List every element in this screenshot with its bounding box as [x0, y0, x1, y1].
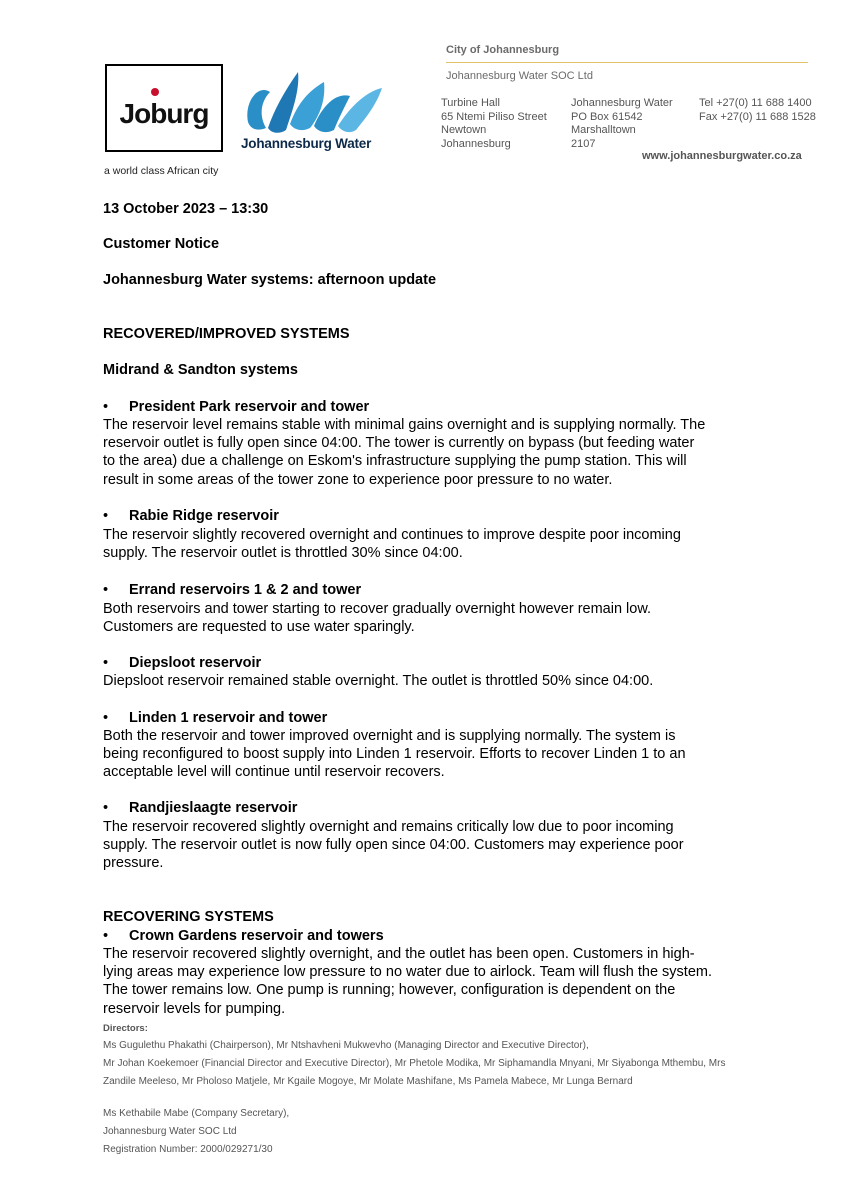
bullet: • [103, 800, 109, 816]
item-body [103, 945, 746, 1018]
body-line: Both the reservoir and tower improved overnight and is supplying normally. The system is [103, 728, 676, 744]
entity-name: Johannesburg Water SOC Ltd [446, 70, 593, 82]
body-line: The reservoir slightly recovered overnight and continues to improve despite poor incoming [103, 527, 681, 543]
body-line: reservoir levels for pumping. [103, 1000, 286, 1017]
body-line: supply. The reservoir outlet is throttled 30% since 04:00. [103, 545, 463, 562]
body-line: pressure. [103, 855, 164, 872]
item-body [103, 600, 746, 636]
body-line: to the area) due a challenge on Eskom's infrastructure supplying the pump station. This will [103, 453, 687, 470]
street-address [441, 97, 547, 151]
item-heading [103, 582, 361, 598]
bullet: • [103, 399, 109, 415]
item-heading [103, 399, 369, 415]
joburg-tagline: a world class African city [104, 165, 219, 177]
body-line: The reservoir recovered slightly overnight and remains critically low due to poor incoming [103, 819, 674, 835]
johannesburg-water-logo-name: Johannesburg Water [241, 136, 372, 151]
item-heading [103, 655, 261, 671]
section-heading-recovering: RECOVERING SYSTEMS [103, 909, 274, 925]
address-line: 65 Ntemi Piliso Street [441, 110, 547, 123]
address-line: Johannesburg [441, 137, 511, 150]
body-line: Diepsloot reservoir remained stable overnight. The outlet is throttled 50% since 04:00. [103, 673, 654, 689]
body-line: Customers are requested to use water sparingly. [103, 619, 415, 636]
bullet: • [103, 582, 109, 598]
item-title: Rabie Ridge reservoir [129, 508, 279, 524]
city-name: City of Johannesburg [446, 44, 560, 56]
address-line: 2107 [571, 137, 596, 150]
directors-line: Zandile Meeleso, Mr Pholoso Matjele, Mr Kgaile Mogoye, Mr Molate Mashifane, Ms Pamela Mabece, Mr Lunga Bernard [103, 1076, 633, 1087]
body-line: being reconfigured to boost supply into Linden 1 reservoir. Efforts to recover Linden 1 to an [103, 746, 686, 763]
section-heading-recovered: RECOVERED/IMPROVED SYSTEMS [103, 326, 350, 342]
address-line: PO Box 61542 [571, 110, 643, 123]
address-line: Newtown [441, 124, 487, 136]
body-line: acceptable level will continue until reservoir recovers. [103, 764, 445, 781]
item-body [103, 672, 746, 690]
body-line: reservoir outlet is fully open since 04:00. The tower is currently on bypass (but feeding water [103, 435, 695, 452]
notice-datetime: 13 October 2023 – 13:30 [103, 201, 269, 217]
item-heading [103, 710, 327, 726]
item-heading [103, 508, 279, 524]
item-heading [103, 800, 297, 816]
company-name: Johannesburg Water SOC Ltd [103, 1126, 237, 1137]
item-title: President Park reservoir and tower [129, 399, 370, 415]
joburg-logo-text: Joburg [119, 98, 209, 129]
directors-line: Mr Johan Koekemoer (Financial Director and Executive Director), Mr Phetole Modika, Mr Siphamandla Mnyani, Mr Siyabonga Mthembu, Mrs [103, 1058, 726, 1069]
directors-label: Directors: [103, 1023, 148, 1034]
address-line: Turbine Hall [441, 97, 500, 109]
notice-type: Customer Notice [103, 236, 220, 252]
postal-address [571, 97, 673, 151]
item-body [103, 416, 746, 489]
item-body [103, 818, 746, 873]
item-title: Randjieslaagte reservoir [129, 800, 298, 816]
item-title: Crown Gardens reservoir and towers [129, 928, 384, 944]
telephone: Tel +27(0) 11 688 1400 [699, 97, 812, 109]
directors-line: Ms Gugulethu Phakathi (Chairperson), Mr Ntshavheni Mukwevho (Managing Director and Executive Director), [103, 1040, 589, 1051]
body-line: supply. The reservoir outlet is now fully open since 04:00. Customers may experience poor [103, 837, 684, 854]
company-secretary: Ms Kethabile Mabe (Company Secretary), [103, 1108, 290, 1119]
item-heading [103, 928, 384, 944]
website-link[interactable]: www.johannesburgwater.co.za [642, 150, 802, 162]
item-title: Linden 1 reservoir and tower [129, 710, 328, 726]
header-rule [446, 62, 808, 63]
joburg-logo-dot [151, 88, 159, 96]
item-body [103, 526, 746, 562]
body-line: The tower remains low. One pump is running; however, configuration is dependent on the [103, 982, 676, 999]
contact-numbers [699, 97, 816, 124]
bullet: • [103, 655, 109, 671]
item-body [103, 727, 746, 782]
body-line: lying areas may experience low pressure to no water due to airlock. Team will flush the system. [103, 964, 713, 981]
body-line: The reservoir level remains stable with minimal gains overnight and is supplying normally. The [103, 417, 706, 433]
bullet: • [103, 928, 109, 944]
item-title: Errand reservoirs 1 & 2 and tower [129, 582, 362, 598]
registration-number: Registration Number: 2000/029271/30 [103, 1144, 273, 1155]
address-line: Marshalltown [571, 124, 636, 136]
body-line: Both reservoirs and tower starting to recover gradually overnight however remain low. [103, 601, 652, 617]
section-subheading-midrand-sandton: Midrand & Sandton systems [103, 362, 298, 378]
address-line: Johannesburg Water [571, 97, 673, 109]
bullet: • [103, 710, 109, 726]
joburg-logo [105, 64, 223, 152]
body-line: result in some areas of the tower zone to experience poor pressure to no water. [103, 471, 613, 488]
bullet: • [103, 508, 109, 524]
fax: Fax +27(0) 11 688 1528 [699, 110, 816, 123]
notice-title: Johannesburg Water systems: afternoon update [103, 272, 437, 288]
item-title: Diepsloot reservoir [129, 655, 262, 671]
body-line: The reservoir recovered slightly overnight, and the outlet has been open. Customers in high- [103, 946, 695, 962]
